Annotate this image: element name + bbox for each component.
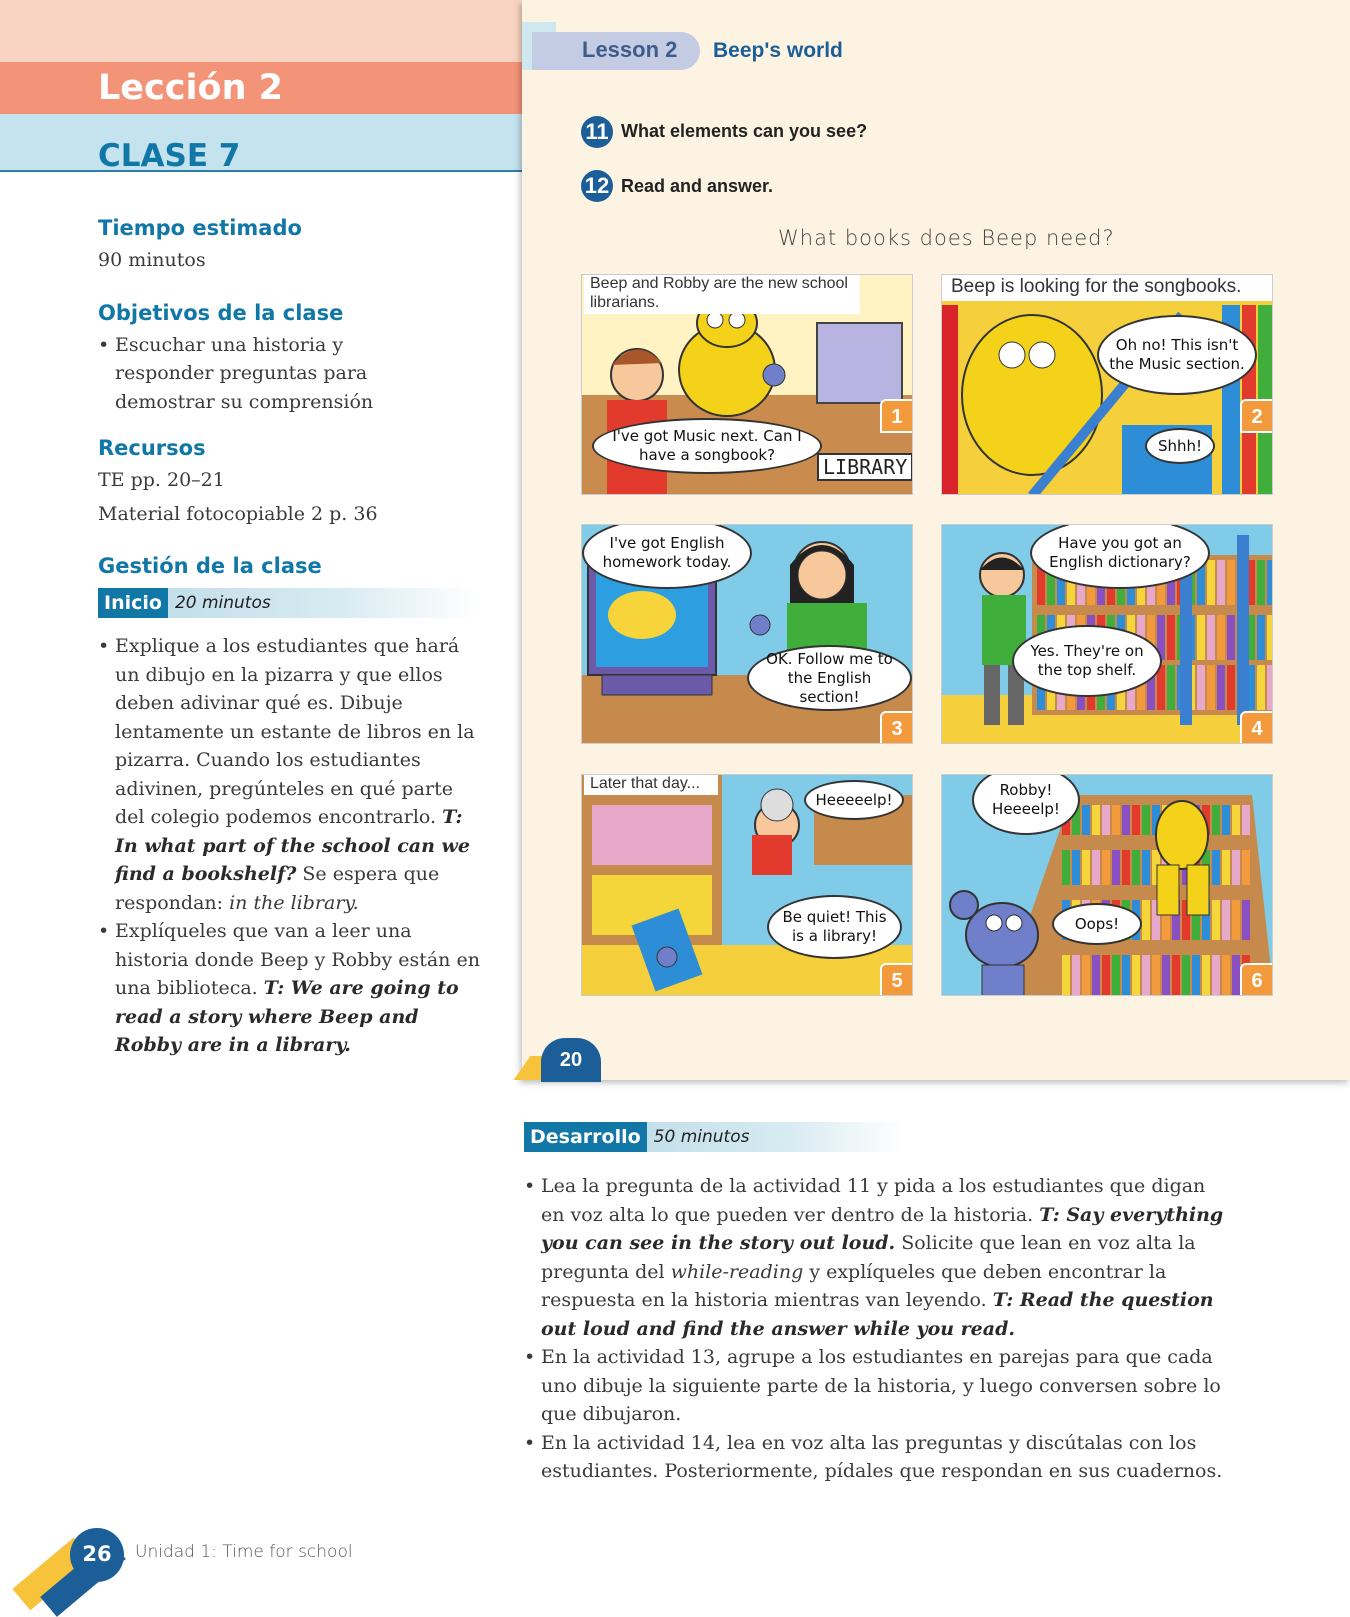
desarrollo-text: Lea la pregunta de la actividad 11 y pida a los estudiantes que digan en voz alta lo que pueden ver dentro de la historia. bbox=[541, 1175, 1206, 1226]
desarrollo-label: Desarrollo bbox=[524, 1122, 647, 1152]
inicio-list bbox=[98, 632, 488, 1060]
left-column bbox=[98, 216, 498, 1060]
panel-number: 4 bbox=[1240, 711, 1273, 744]
teacher-line: T: Say everything you can see in the story out loud. bbox=[541, 1203, 1224, 1254]
desarrollo-text: Solicite que lean en voz alta la pregunta del bbox=[541, 1232, 1196, 1283]
inicio-text: Explique a los estudiantes que hará un dibujo en la pizarra y que ellos deben adivinar qué es. Dibuje lentamente un estante de libros en la pizarra. Cuando los estudiantes adivinen, pregúnteles en qué parte del colegio podemos encontrarlo. bbox=[115, 635, 475, 828]
inicio-pill bbox=[98, 588, 478, 618]
header-band-clase bbox=[0, 114, 522, 172]
comic-panel-6 bbox=[941, 774, 1273, 996]
panel-number: 1 bbox=[880, 399, 913, 433]
comic-panel-5 bbox=[581, 774, 913, 996]
term-while-reading: while-reading bbox=[670, 1260, 804, 1283]
list-item bbox=[98, 632, 488, 917]
recursos-item: Material fotocopiable 2 p. 36 bbox=[98, 502, 378, 525]
inicio-text: Se espera que respondan: bbox=[115, 863, 440, 914]
library-sign: LIBRARY bbox=[817, 453, 913, 481]
panel-number: 6 bbox=[1240, 963, 1273, 996]
objetivos-heading: Objetivos de la clase bbox=[98, 300, 344, 325]
activity-12-instruction: Read and answer. bbox=[621, 176, 774, 196]
panel-number: 5 bbox=[880, 963, 913, 996]
story-question: What books does Beep need? bbox=[778, 226, 1115, 250]
panel-number: 3 bbox=[880, 711, 913, 744]
speech-bubble: Heeeeelp! bbox=[804, 780, 904, 820]
list-item: • Escuchar una historia y responder preguntas para demostrar su comprensión bbox=[98, 331, 438, 417]
footer-unit: Unidad 1: Time for school bbox=[135, 1542, 353, 1562]
panel-caption: Beep and Robby are the new school librarians. bbox=[584, 274, 860, 314]
speech-bubble: Have you got an English dictionary? bbox=[1030, 524, 1210, 589]
speech-bubble: Yes. They're on the top shelf. bbox=[1012, 625, 1162, 697]
activity-11-question: What elements can you see? bbox=[621, 121, 868, 141]
activity-number: 12 bbox=[581, 170, 613, 202]
recursos-heading: Recursos bbox=[98, 436, 206, 460]
activity-number: 11 bbox=[581, 116, 613, 148]
gestion-heading: Gestión de la clase bbox=[98, 554, 322, 578]
tiempo-heading: Tiempo estimado bbox=[98, 216, 302, 240]
comic-panel-3 bbox=[581, 524, 913, 744]
objetivos-list bbox=[98, 331, 498, 417]
comic-panel-2 bbox=[941, 274, 1273, 495]
comic-panel-1 bbox=[581, 274, 913, 495]
lesson-tab bbox=[532, 32, 700, 70]
recursos-item: TE pp. 20–21 bbox=[98, 469, 225, 491]
panel-number: 2 bbox=[1240, 399, 1273, 433]
speech-bubble: Shhh! bbox=[1145, 428, 1215, 464]
comic-panel-4 bbox=[941, 524, 1273, 744]
teacher-line: T: In what part of the school can we find a bookshelf? bbox=[115, 806, 470, 885]
speech-bubble: Oh no! This isn't the Music section. bbox=[1097, 315, 1257, 395]
desarrollo-time: 50 minutos bbox=[647, 1122, 904, 1152]
unit-title: Beep's world bbox=[713, 39, 843, 62]
leccion-title: Lección 2 bbox=[98, 68, 284, 108]
speech-bubble: OK. Follow me to the English section! bbox=[747, 645, 912, 711]
inicio-text: Explíqueles que van a leer una historia donde Beep y Robby están en una biblioteca. bbox=[115, 920, 480, 999]
list-item: • En la actividad 13, agrupe a los estudiantes en parejas para que cada uno dibuje la siguiente parte de la historia, y luego conversen sobre lo que dibujaron. bbox=[524, 1343, 1224, 1429]
header-band-top bbox=[0, 0, 522, 62]
page-number: 26 bbox=[70, 1528, 124, 1582]
panel-caption: Beep is looking for the songbooks. bbox=[942, 274, 1273, 301]
student-book-page-number: 20 bbox=[541, 1038, 601, 1082]
speech-bubble: Be quiet! This is a library! bbox=[767, 895, 902, 959]
panel-caption: Later that day... bbox=[584, 774, 718, 795]
desarrollo-list bbox=[524, 1172, 1224, 1486]
speech-bubble: Oops! bbox=[1052, 903, 1142, 945]
clase-title: CLASE 7 bbox=[98, 138, 241, 174]
teacher-line: T: Read the question out loud and find the answer while you read. bbox=[541, 1289, 1214, 1340]
speech-bubble: Robby! Heeeelp! bbox=[972, 774, 1080, 835]
inicio-label: Inicio bbox=[98, 588, 168, 618]
speech-bubble: I've got English homework today. bbox=[582, 524, 752, 589]
speech-bubble: I've got Music next. Can I have a songbook? bbox=[592, 418, 822, 474]
expected-answer: in the library. bbox=[229, 891, 359, 914]
desarrollo-text: y explíqueles que deben encontrar la respuesta en la historia mientras van leyendo. bbox=[541, 1260, 1167, 1311]
teacher-line: T: We are going to read a story where Beep and Robby are in a library. bbox=[115, 977, 459, 1056]
list-item bbox=[98, 917, 488, 1060]
desarrollo-pill bbox=[524, 1122, 904, 1152]
tiempo-value: 90 minutos bbox=[98, 249, 206, 271]
list-item: • En la actividad 14, lea en voz alta las preguntas y discútalas con los estudiantes. Posteriormente, pídales que respondan en sus cuadernos. bbox=[524, 1429, 1224, 1486]
list-item bbox=[524, 1172, 1224, 1343]
inicio-time: 20 minutos bbox=[168, 588, 478, 618]
lesson-tab-label: Lesson 2 bbox=[582, 37, 678, 62]
